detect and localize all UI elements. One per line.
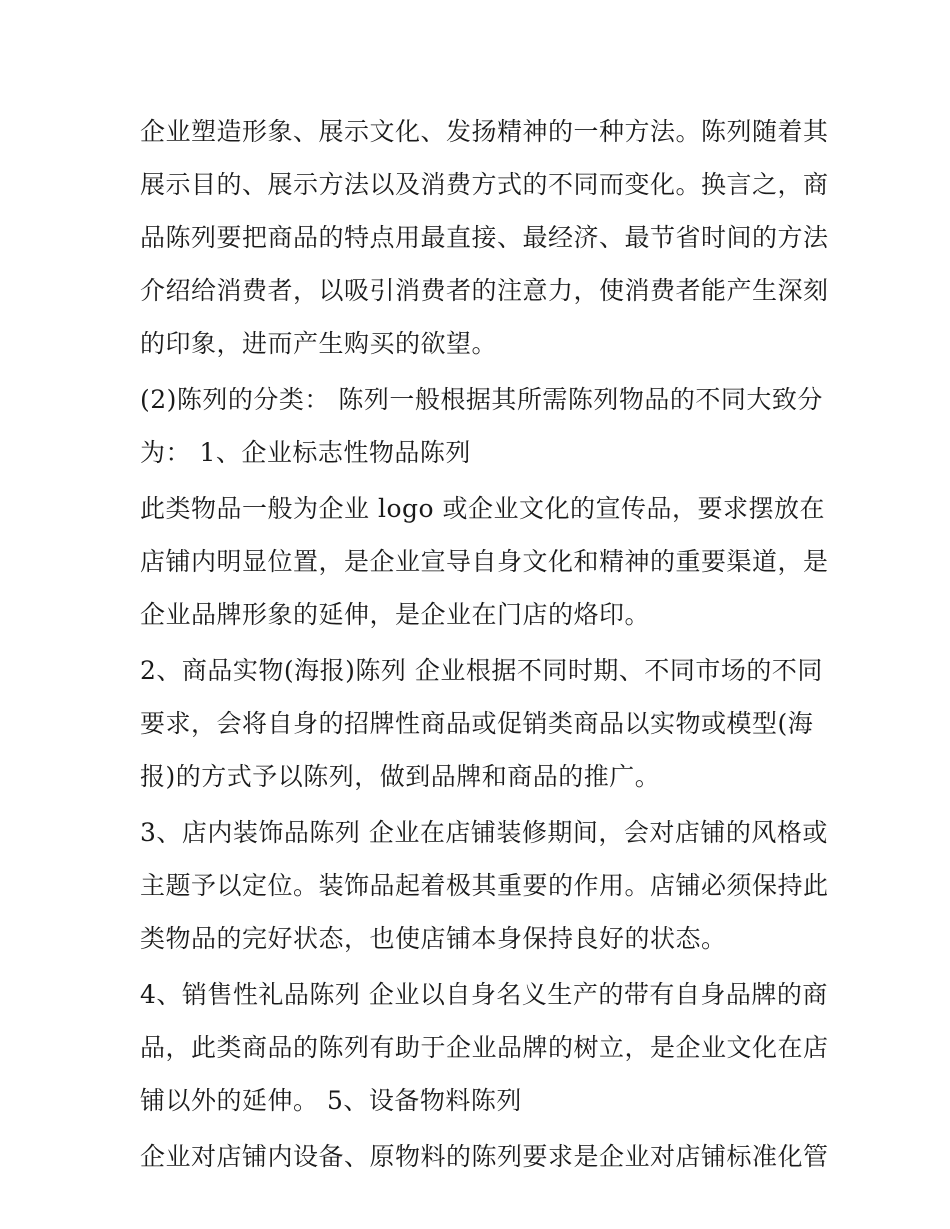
text-line: 4、销售性礼品陈列 企业以自身名义生产的带有自身品牌的商 — [140, 980, 828, 1009]
paragraph-display-classification — [140, 373, 823, 479]
text-line: 企业品牌形象的延伸，是企业在门店的烙印。 — [140, 600, 651, 629]
paragraph-decoration-display — [140, 806, 829, 965]
text-line: 店铺内明显位置，是企业宣导自身文化和精神的重要渠道，是 — [140, 547, 829, 576]
text-line: 2、商品实物(海报)陈列 企业根据不同时期、不同市场的不同 — [140, 656, 823, 685]
text-line: 企业对店铺内设备、原物料的陈列要求是企业对店铺标准化管 — [140, 1142, 829, 1171]
paragraph-gift-display — [140, 968, 829, 1127]
text-line: (2)陈列的分类： 陈列一般根据其所需陈列物品的不同大致分 — [140, 385, 823, 414]
text-line: 要求，会将自身的招牌性商品或促销类商品以实物或模型(海 — [140, 709, 814, 738]
text-line: 报)的方式予以陈列，做到品牌和商品的推广。 — [140, 762, 661, 791]
text-line: 企业塑造形象、展示文化、发扬精神的一种方法。陈列随着其 — [140, 117, 829, 146]
text-line: 3、店内装饰品陈列 企业在店铺装修期间，会对店铺的风格或 — [140, 818, 828, 847]
text-line: 品陈列要把商品的特点用最直接、最经济、最节省时间的方法 — [140, 223, 829, 252]
paragraph-equipment-display — [140, 1130, 829, 1183]
text-line: 介绍给消费者，以吸引消费者的注意力，使消费者能产生深刻 — [140, 276, 829, 305]
text-line: 为： 1、企业标志性物品陈列 — [140, 438, 471, 467]
paragraph-display-definition — [140, 105, 829, 370]
text-line: 此类物品一般为企业 logo 或企业文化的宣传品，要求摆放在 — [140, 494, 825, 523]
text-line: 类物品的完好状态，也使店铺本身保持良好的状态。 — [140, 924, 727, 953]
paragraph-logo-items — [140, 482, 829, 641]
paragraph-product-poster-display — [140, 644, 823, 803]
text-line: 铺以外的延伸。 5、设备物料陈列 — [140, 1086, 522, 1115]
text-line: 的印象，进而产生购买的欲望。 — [140, 329, 498, 358]
text-line: 展示目的、展示方法以及消费方式的不同而变化。换言之，商 — [140, 170, 829, 199]
document-body — [140, 105, 829, 1183]
text-line: 品，此类商品的陈列有助于企业品牌的树立，是企业文化在店 — [140, 1033, 829, 1062]
text-line: 主题予以定位。装饰品起着极其重要的作用。店铺必须保持此 — [140, 871, 829, 900]
